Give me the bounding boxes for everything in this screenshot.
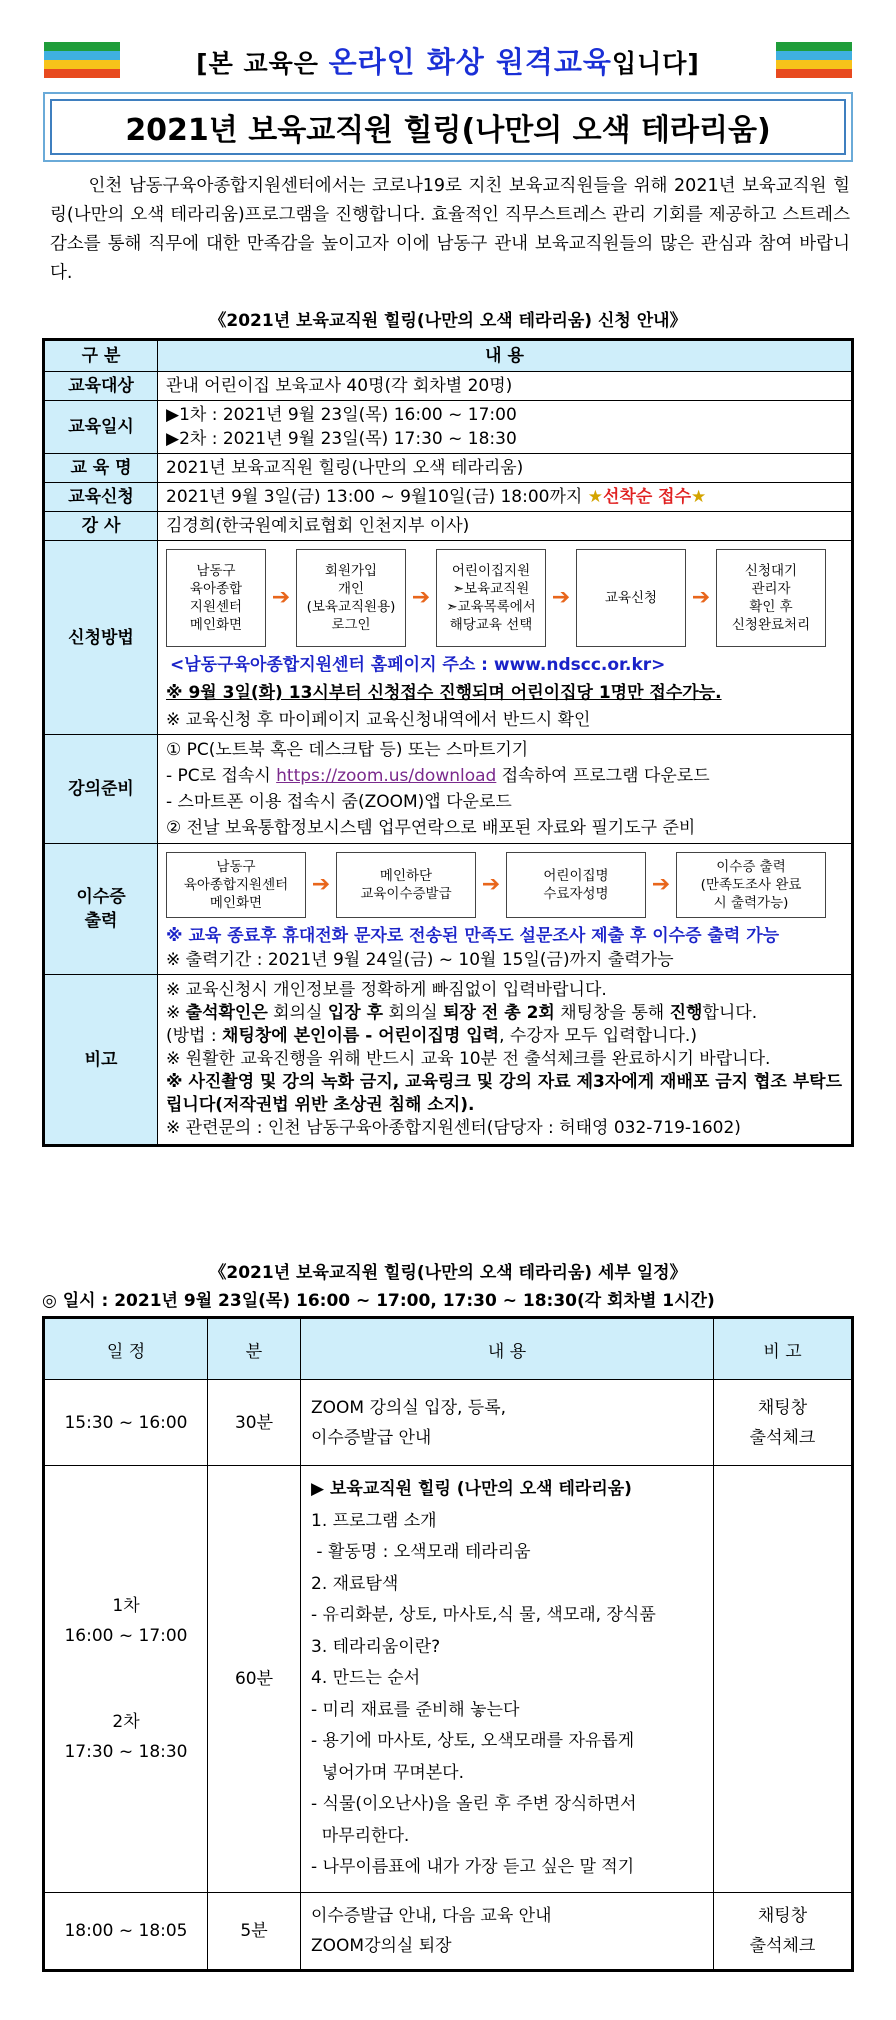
program-line: - 용기에 마사토, 상토, 오색모래를 자유롭게 xyxy=(311,1731,635,1751)
certificate-flow xyxy=(166,852,843,918)
course-name-label: 교 육 명 xyxy=(44,454,158,483)
program-line: - 나무이름표에 내가 가장 듣고 싶은 말 적기 xyxy=(311,1857,635,1877)
schedule-time: 18:00 ~ 18:05 xyxy=(44,1892,208,1970)
flow-step: 신청대기 관리자 확인 후 신청완료처리 xyxy=(716,549,826,647)
lecturer-value: 김경희(한국원예치료협회 인천지부 이사) xyxy=(158,512,853,541)
schedule-minutes: 30분 xyxy=(208,1380,301,1466)
program-line: 마무리한다. xyxy=(311,1825,410,1846)
method-note-2: ※ 교육신청 후 마이페이지 교육신청내역에서 반드시 확인 xyxy=(166,710,591,730)
schedule-header-note: 비 고 xyxy=(714,1318,853,1380)
arrow-right-icon: ➔ xyxy=(651,872,671,897)
date-session-2: ▶2차 : 2021년 9월 23일(목) 17:30 ~ 18:30 xyxy=(166,429,517,449)
color-stripes-right xyxy=(776,42,852,78)
schedule-caption: 《2021년 보육교직원 힐링(나만의 오색 테라리움) 세부 일정》 xyxy=(209,1263,687,1283)
flow-step: 메인하단 교육이수증발급 xyxy=(336,852,476,918)
schedule-header-minutes: 분 xyxy=(208,1318,301,1380)
prep-2: - PC로 접속시 https://zoom.us/download 접속하여 프로그램 다운로드 xyxy=(166,766,710,786)
schedule-table xyxy=(42,1316,854,1972)
arrow-right-icon: ➔ xyxy=(271,585,291,610)
website-address: <남동구육아종합지원센터 홈페이지 주소 : www.ndscc.or.kr> xyxy=(170,655,666,675)
program-content: ▶ 보육교직원 힐링 (나만의 오색 테라리움) 1. 프로그램 소개 - 활동명 : 오색모래 테라리움 2. 재료탐색 - 유리화분, 상토, 마사토,식 물, 색모래, 장식품 3. 테라리움이란? 4. 만드는 순서 - 미리 재료를 준비해 놓는다 - 용기에 마사토, 상토, 오색모래를 자유롭게 넣어가며 꾸며본다. - 식물(이오난사)을 올린 후 주변 장식하면서 마무리한다. - 나무이름표에 내가 가장 듣고 싶은 말 적기 xyxy=(301,1466,714,1893)
banner-text xyxy=(130,40,766,81)
flow-step: 남동구 육아종합지원센터 메인화면 xyxy=(166,852,306,918)
program-line: 2. 재료탐색 xyxy=(311,1573,399,1594)
banner-prefix: [본 교육은 xyxy=(196,49,329,78)
schedule-time: 15:30 ~ 16:00 xyxy=(44,1380,208,1466)
target-value: 관내 어린이집 보육교사 40명(각 회차별 20명) xyxy=(158,372,853,401)
date-label: 교육일시 xyxy=(44,401,158,454)
header-content: 내 용 xyxy=(158,340,853,372)
method-note-1: ※ 9월 3일(화) 13시부터 신청접수 진행되며 어린이집당 1명만 접수가능. xyxy=(166,683,722,703)
star-icon: ★ xyxy=(691,487,707,507)
remark-3: (방법 : 채팅창에 본인이름 - 어린이집명 입력, 수강자 모두 입력합니다.) xyxy=(166,1026,697,1046)
remark-5: ※ 사진촬영 및 강의 녹화 금지, 교육링크 및 강의 자료 제3자에게 재배포 금지 협조 부탁드립니다(저작권법 위반 초상권 침해 소지). xyxy=(166,1072,843,1115)
schedule-minutes: 5분 xyxy=(208,1892,301,1970)
arrow-right-icon: ➔ xyxy=(691,585,711,610)
flow-step: 이수증 출력 (만족도조사 완료 시 출력가능) xyxy=(676,852,826,918)
arrow-right-icon: ➔ xyxy=(311,872,331,897)
intro-paragraph: 인천 남동구육아종합지원센터에서는 코로나19로 지친 보육교직원들을 위해 2021년 보육교직원 힐링(나만의 오색 테라리움)프로그램을 진행합니다. 효율적인 직무스트레스 관리 기회를 제공하고 스트레스 감소를 통해 직무에 대한 만족감을 높이고자 이에 남동구 관내 보육교직원들의 많은 관심과 참여 바랍니다. xyxy=(50,176,850,283)
program-line: - 미리 재료를 준비해 놓는다 xyxy=(311,1699,520,1720)
schedule-header-time: 일 정 xyxy=(44,1318,208,1380)
remark-4: ※ 원활한 교육진행을 위해 반드시 교육 10분 전 출석체크를 완료하시기 바랍니다. xyxy=(166,1049,771,1069)
program-line: 3. 테라리움이란? xyxy=(311,1636,441,1657)
table-row: 15:30 ~ 16:00 30분 ZOOM 강의실 입장, 등록, 이수증발급 안내 채팅창 출석체크 xyxy=(44,1380,853,1466)
title-box xyxy=(43,92,853,162)
flow-step: 회원가입 개인 (보육교직원용) 로그인 xyxy=(296,549,406,647)
method-label: 신청방법 xyxy=(44,541,158,735)
header-category: 구 분 xyxy=(44,340,158,372)
first-come-note: 선착순 접수 xyxy=(602,487,692,507)
schedule-line: ◎ 일시 : 2021년 9월 23일(목) 16:00 ~ 17:00, 17:30 ~ 18:30(각 회차별 1시간) xyxy=(42,1291,715,1311)
remark-2: ※ 출석확인은 회의실 입장 후 회의실 퇴장 전 총 2회 채팅창을 통해 진행합니다. xyxy=(166,1003,758,1023)
apply-period: 2021년 9월 3일(금) 13:00 ~ 9월10일(금) 18:00까지 xyxy=(166,487,583,507)
flow-step: 남동구 육아종합 지원센터 메인화면 xyxy=(166,549,266,647)
flow-step: 어린이집명 수료자성명 xyxy=(506,852,646,918)
cert-note-1: ※ 교육 종료후 휴대전화 문자로 전송된 만족도 설문조사 제출 후 이수증 출력 가능 xyxy=(166,926,780,946)
program-line: 4. 만드는 순서 xyxy=(311,1668,421,1688)
arrow-right-icon: ➔ xyxy=(551,585,571,610)
color-stripes-left xyxy=(44,42,120,78)
schedule-header-content: 내 용 xyxy=(301,1318,714,1380)
application-table xyxy=(42,338,854,1147)
cert-note-2: ※ 출력기간 : 2021년 9월 24일(금) ~ 10월 15일(금)까지 출력가능 xyxy=(166,950,674,970)
flow-step: 교육신청 xyxy=(576,549,686,647)
program-line: 1. 프로그램 소개 xyxy=(311,1510,437,1531)
program-line: - 유리화분, 상토, 마사토,식 물, 색모래, 장식품 xyxy=(311,1605,656,1625)
remark-label: 비고 xyxy=(44,975,158,1146)
remark-6: ※ 관련문의 : 인천 남동구육아종합지원센터(담당자 : 허태영 032-719-1602) xyxy=(166,1118,741,1138)
schedule-minutes: 60분 xyxy=(208,1466,301,1893)
arrow-right-icon: ➔ xyxy=(411,585,431,610)
table-row: 18:00 ~ 18:05 5분 이수증발급 안내, 다음 교육 안내 ZOOM강의실 퇴장 채팅창 출석체크 xyxy=(44,1892,853,1970)
program-line: 넣어가며 꾸며본다. xyxy=(311,1762,464,1783)
flow-step: 어린이집지원 ➣보육교직원 ➣교육목록에서 해당교육 선택 xyxy=(436,549,546,647)
star-icon: ★ xyxy=(587,487,603,507)
banner-highlight: 온라인 화상 원격교육 xyxy=(328,45,612,79)
remark-1: ※ 교육신청시 개인정보를 정확하게 빠짐없이 입력바랍니다. xyxy=(166,980,607,1000)
banner xyxy=(40,38,856,82)
zoom-download-link[interactable]: https://zoom.us/download xyxy=(276,766,497,786)
target-label: 교육대상 xyxy=(44,372,158,401)
application-caption: 《2021년 보육교직원 힐링(나만의 오색 테라리움) 신청 안내》 xyxy=(209,311,687,331)
table-row: 1차 16:00 ~ 17:00 2차 17:30 ~ 18:30 60분 ▶ 보육교직원 힐링 (나만의 오색 테라리움) 1. 프로그램 소개 - 활동명 : 오색모래 테라리움 2. 재료탐색 - 유리화분, 상토, 마사토,식 물, 색모래, 장식품 3. 테라리움이란? 4. 만드는 순서 - 미리 재료를 준비해 놓는다 - 용기에 마사토, 상토, 오색모래를 자유롭게 넣어가며 꾸며본다. - 식물(이오난사)을 올린 후 주변 장식하면서 마무리한다. - 나무이름표에 내가 가장 듣고 싶은 말 적기 xyxy=(44,1466,853,1893)
prep-label: 강의준비 xyxy=(44,735,158,844)
date-session-1: ▶1차 : 2021년 9월 23일(목) 16:00 ~ 17:00 xyxy=(166,405,517,425)
application-flow xyxy=(166,549,843,647)
program-line: - 활동명 : 오색모래 테라리움 xyxy=(311,1542,531,1562)
arrow-right-icon: ➔ xyxy=(481,872,501,897)
prep-3: - 스마트폰 이용 접속시 줌(ZOOM)앱 다운로드 xyxy=(166,792,512,812)
banner-suffix: 입니다] xyxy=(611,49,700,78)
apply-label: 교육신청 xyxy=(44,483,158,512)
program-line: - 식물(이오난사)을 올린 후 주변 장식하면서 xyxy=(311,1794,637,1814)
cert-label: 이수증 출력 xyxy=(44,844,158,975)
page-title: 2021년 보육교직원 힐링(나만의 오색 테라리움) xyxy=(50,99,846,155)
lecturer-label: 강 사 xyxy=(44,512,158,541)
prep-4: ② 전날 보육통합정보시스템 업무연락으로 배포된 자료와 필기도구 준비 xyxy=(166,818,696,838)
prep-1: ① PC(노트북 혹은 데스크탑 등) 또는 스마트기기 xyxy=(166,740,529,760)
course-name-value: 2021년 보육교직원 힐링(나만의 오색 테라리움) xyxy=(158,454,853,483)
